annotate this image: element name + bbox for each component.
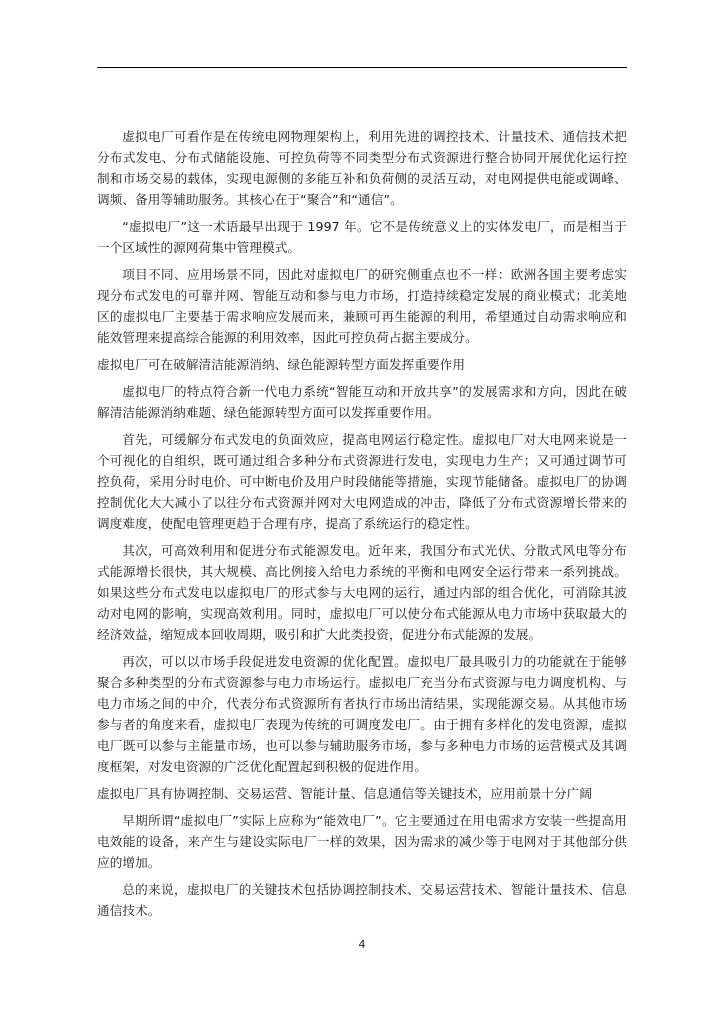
paragraph-first-point: 首先，可缓解分布式发电的负面效应，提高电网运行稳定性。虚拟电厂对大电网来说是一个可视化的自组织，既可通过组合多种分布式资源进行发电，实现电力生产；又可通过调节可控负荷，采用分时电价、可中断电价及用户时段储能等措施，实现节能储备。虚拟电厂的协调控制优化大大减小了以往分布式资源并网对大电网造成的冲击，降低了分布式资源增长带来的调度难度，使配电管理更趋于合理有序，提高了系统运行的稳定性。 — [97, 432, 627, 531]
paragraph-early-concept: 早期所谓“虚拟电厂”实际上应称为“能效电厂”。它主要通过在用电需求方安装一些提高用电效能的设备，来产生与建设实际电厂一样的效果，因为需求的减少等于电网对于其他部分供应的增加。 — [97, 813, 627, 870]
paragraph-second-point: 其次，可高效利用和促进分布式能源发电。近年来，我国分布式光伏、分散式风电等分布式能源增长很快，其大规模、高比例接入给电力系统的平衡和电网安全运行带来一系列挑战。如果这些分布式发电以虚拟电厂的形式参与大电网的运行，通过内部的组合优化，可消除其波动对电网的影响，实现高效利用。同时，虚拟电厂可以使分布式能源从电力市场中获取最大的经济效益，缩短成本回收周期，吸引和扩大此类投资，促进分布式能源的发展。 — [97, 543, 627, 642]
paragraph-summary: 总的来说，虚拟电厂的关键技术包括协调控制技术、交易运营技术、智能计量技术、信息通信技术。 — [97, 882, 627, 918]
page-number: 4 — [358, 938, 366, 951]
paragraph-role-intro: 虚拟电厂的特点符合新一代电力系统“智能互动和开放共享”的发展需求和方向，因此在破解清洁能源消纳难题、绿色能源转型方面可以发挥重要作用。 — [97, 384, 627, 420]
document-body — [97, 126, 627, 927]
paragraph-third-point: 再次，可以以市场手段促进发电资源的优化配置。虚拟电厂最具吸引力的功能就在于能够聚合多种类型的分布式资源参与电力市场运行。虚拟电厂充当分布式资源与电力调度机构、与电力市场之间的中介，代表分布式资源所有者执行市场出清结果，实现能源交易。从其他市场参与者的角度来看，虚拟电厂表现为传统的可调度发电厂。由于拥有多样化的发电资源，虚拟电厂既可以参与主能量市场，也可以参与辅助服务市场，参与多种电力市场的运营模式及其调度框架，对发电资源的广泛优化配置起到积极的促进作用。 — [97, 654, 627, 774]
paragraph-origin: “虚拟电厂”这一术语最早出现于 1997 年。它不是传统意义上的实体发电厂，而是相当于一个区域性的源网荷集中管理模式。 — [97, 219, 627, 255]
paragraph-regional-focus: 项目不同、应用场景不同，因此对虚拟电厂的研究侧重点也不一样：欧洲各国主要考虑实现分布式发电的可靠并网、智能互动和参与电力市场，打造持续稳定发展的商业模式；北美地区的虚拟电厂主要基于需求响应发展而来，兼顾可再生能源的利用，希望通过自动需求响应和能效管理来提高综合能源的利用效率，因此可控负荷占据主要成分。 — [97, 267, 627, 345]
header-rule — [97, 67, 627, 68]
section-heading-technology: 虚拟电厂具有协调控制、交易运营、智能计量、信息通信等关键技术，应用前景十分广阔 — [97, 786, 593, 801]
paragraph-definition: 虚拟电厂可看作是在传统电网物理架构上，利用先进的调控技术、计量技术、通信技术把分布式发电、分布式储能设施、可控负荷等不同类型分布式资源进行整合协同开展优化运行控制和市场交易的载体，实现电源侧的多能互补和负荷侧的灵活互动，对电网提供电能或调峰、调频、备用等辅助服务。其核心在于“聚合”和“通信”。 — [97, 129, 627, 207]
section-heading-role: 虚拟电厂可在破解清洁能源消纳、绿色能源转型方面发挥重要作用 — [97, 357, 466, 372]
